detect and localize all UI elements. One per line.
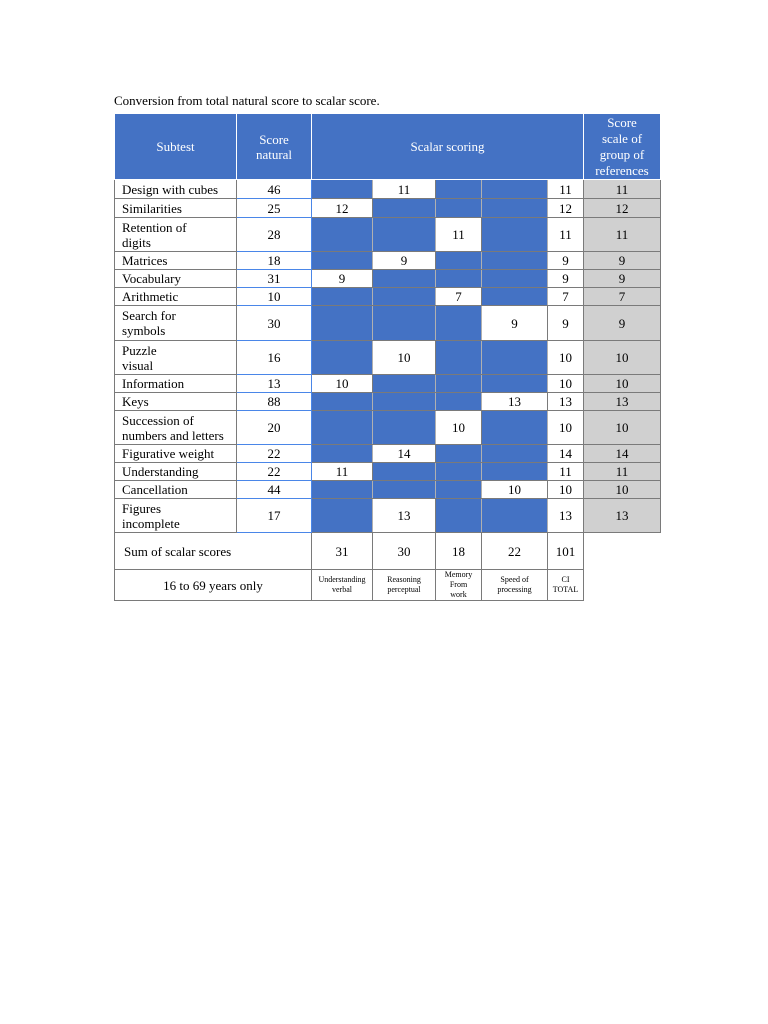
scalar-score-perceptual: 10 <box>373 341 436 375</box>
scalar-score-total: 11 <box>548 180 584 199</box>
empty-cell-speed <box>482 199 548 218</box>
scalar-score-memory: 11 <box>436 218 482 252</box>
table-row <box>115 393 661 411</box>
empty-cell-verbal <box>312 252 373 270</box>
scalar-score-total: 14 <box>548 445 584 463</box>
table-row <box>115 218 661 252</box>
subtest-name: Figures incomplete <box>115 499 237 533</box>
scalar-score-memory: 7 <box>436 288 482 306</box>
header-score-natural: Score natural <box>237 114 312 180</box>
natural-score: 31 <box>237 270 312 288</box>
index-label-row <box>115 570 661 601</box>
empty-cell-speed <box>482 375 548 393</box>
scalar-score-speed: 9 <box>482 306 548 341</box>
empty-cell-speed <box>482 341 548 375</box>
empty-cell-verbal <box>312 180 373 199</box>
subtest-name: Understanding <box>115 463 237 481</box>
natural-score: 18 <box>237 252 312 270</box>
subtest-name: Matrices <box>115 252 237 270</box>
scalar-score-speed: 10 <box>482 481 548 499</box>
scalar-score-perceptual: 14 <box>373 445 436 463</box>
reference-score: 10 <box>584 481 661 499</box>
empty-cell-speed <box>482 180 548 199</box>
empty-cell-perceptual <box>373 463 436 481</box>
empty-cell-memory <box>436 252 482 270</box>
table-row <box>115 288 661 306</box>
empty-cell-verbal <box>312 218 373 252</box>
empty-cell-speed <box>482 445 548 463</box>
sum-label: Sum of scalar scores <box>115 533 312 570</box>
scalar-score-total: 10 <box>548 411 584 445</box>
age-range-label: 16 to 69 years only <box>115 570 312 601</box>
natural-score: 46 <box>237 180 312 199</box>
table-caption: Conversion from total natural score to scalar score. <box>114 93 380 108</box>
index-label-speed: Speed of processing <box>482 570 548 601</box>
empty-cell-memory <box>436 180 482 199</box>
empty-cell-speed <box>482 252 548 270</box>
subtest-name: Vocabulary <box>115 270 237 288</box>
natural-score: 30 <box>237 306 312 341</box>
subtest-name: Keys <box>115 393 237 411</box>
natural-score: 88 <box>237 393 312 411</box>
table-row <box>115 411 661 445</box>
subtest-name: Information <box>115 375 237 393</box>
table-row <box>115 445 661 463</box>
reference-score: 11 <box>584 218 661 252</box>
table-row <box>115 306 661 341</box>
empty-cell-perceptual <box>373 288 436 306</box>
scalar-score-total: 11 <box>548 218 584 252</box>
empty-cell-verbal <box>312 288 373 306</box>
subtest-name: Arithmetic <box>115 288 237 306</box>
natural-score: 16 <box>237 341 312 375</box>
sum-processing-speed: 22 <box>482 533 548 570</box>
scalar-score-total: 11 <box>548 463 584 481</box>
table-row <box>115 499 661 533</box>
natural-score: 28 <box>237 218 312 252</box>
table-row <box>115 375 661 393</box>
index-label-verbal: Understanding verbal <box>312 570 373 601</box>
empty-cell-memory <box>436 306 482 341</box>
scalar-score-perceptual: 13 <box>373 499 436 533</box>
empty-cell-verbal <box>312 306 373 341</box>
empty-cell-speed <box>482 463 548 481</box>
table-row <box>115 481 661 499</box>
subtest-name: Puzzle visual <box>115 341 237 375</box>
empty-cell-verbal <box>312 445 373 463</box>
scalar-score-verbal: 9 <box>312 270 373 288</box>
empty-cell-speed <box>482 499 548 533</box>
empty-cell-perceptual <box>373 199 436 218</box>
table-row <box>115 270 661 288</box>
table-body <box>115 180 661 533</box>
reference-score: 10 <box>584 375 661 393</box>
reference-score: 14 <box>584 445 661 463</box>
empty-cell-perceptual <box>373 375 436 393</box>
empty-cell-memory <box>436 499 482 533</box>
sum-perceptual-reasoning: 30 <box>373 533 436 570</box>
empty-cell-speed <box>482 288 548 306</box>
empty-cell-perceptual <box>373 270 436 288</box>
empty-cell-verbal <box>312 411 373 445</box>
empty-cell-verbal <box>312 393 373 411</box>
index-label-ci-total: CI TOTAL <box>548 570 584 601</box>
index-label-memory: Memory From work <box>436 570 482 601</box>
empty-cell-memory <box>436 445 482 463</box>
sum-verbal-comprehension: 31 <box>312 533 373 570</box>
sum-row <box>115 533 661 570</box>
natural-score: 22 <box>237 445 312 463</box>
scalar-score-total: 9 <box>548 306 584 341</box>
scalar-score-perceptual: 11 <box>373 180 436 199</box>
empty-cell-verbal <box>312 341 373 375</box>
conversion-table <box>114 113 661 601</box>
scalar-score-verbal: 10 <box>312 375 373 393</box>
natural-score: 17 <box>237 499 312 533</box>
subtest-name: Search for symbols <box>115 306 237 341</box>
empty-cell-verbal <box>312 499 373 533</box>
natural-score: 10 <box>237 288 312 306</box>
reference-score: 11 <box>584 180 661 199</box>
header-scalar-scoring: Scalar scoring <box>312 114 584 180</box>
index-label-perceptual: Reasoning perceptual <box>373 570 436 601</box>
header-reference-scale: Score scale of group of references <box>584 114 661 180</box>
scalar-score-verbal: 11 <box>312 463 373 481</box>
empty-cell-perceptual <box>373 481 436 499</box>
empty-cell-perceptual <box>373 306 436 341</box>
table-row <box>115 341 661 375</box>
empty-cell-speed <box>482 270 548 288</box>
natural-score: 20 <box>237 411 312 445</box>
empty-cell-memory <box>436 270 482 288</box>
scalar-score-total: 13 <box>548 499 584 533</box>
scalar-score-perceptual: 9 <box>373 252 436 270</box>
empty-cell-perceptual <box>373 393 436 411</box>
reference-score: 9 <box>584 306 661 341</box>
empty-cell-perceptual <box>373 218 436 252</box>
scalar-score-total: 13 <box>548 393 584 411</box>
reference-score: 12 <box>584 199 661 218</box>
subtest-name: Figurative weight <box>115 445 237 463</box>
empty-cell-verbal <box>312 481 373 499</box>
reference-score: 10 <box>584 341 661 375</box>
empty-cell-memory <box>436 463 482 481</box>
natural-score: 44 <box>237 481 312 499</box>
scalar-score-total: 12 <box>548 199 584 218</box>
reference-score: 13 <box>584 393 661 411</box>
reference-score: 7 <box>584 288 661 306</box>
scalar-score-total: 10 <box>548 481 584 499</box>
subtest-name: Design with cubes <box>115 180 237 199</box>
reference-score: 11 <box>584 463 661 481</box>
subtest-name: Cancellation <box>115 481 237 499</box>
reference-score: 9 <box>584 270 661 288</box>
table-row <box>115 180 661 199</box>
scalar-score-total: 10 <box>548 341 584 375</box>
scalar-score-total: 9 <box>548 252 584 270</box>
empty-cell-memory <box>436 375 482 393</box>
table-row <box>115 252 661 270</box>
scalar-score-verbal: 12 <box>312 199 373 218</box>
scalar-score-total: 10 <box>548 375 584 393</box>
table-row <box>115 199 661 218</box>
natural-score: 22 <box>237 463 312 481</box>
subtest-name: Retention of digits <box>115 218 237 252</box>
empty-cell-memory <box>436 393 482 411</box>
subtest-name: Succession of numbers and letters <box>115 411 237 445</box>
empty-cell-memory <box>436 341 482 375</box>
sum-working-memory: 18 <box>436 533 482 570</box>
natural-score: 13 <box>237 375 312 393</box>
scalar-score-total: 9 <box>548 270 584 288</box>
empty-cell-speed <box>482 411 548 445</box>
empty-cell-memory <box>436 199 482 218</box>
empty-cell-perceptual <box>373 411 436 445</box>
reference-score: 10 <box>584 411 661 445</box>
sum-ci-total: 101 <box>548 533 584 570</box>
scalar-score-memory: 10 <box>436 411 482 445</box>
empty-cell-memory <box>436 481 482 499</box>
table-row <box>115 463 661 481</box>
reference-score: 9 <box>584 252 661 270</box>
scalar-score-speed: 13 <box>482 393 548 411</box>
subtest-name: Similarities <box>115 199 237 218</box>
reference-score: 13 <box>584 499 661 533</box>
scalar-score-total: 7 <box>548 288 584 306</box>
empty-cell-speed <box>482 218 548 252</box>
header-subtest: Subtest <box>115 114 237 180</box>
natural-score: 25 <box>237 199 312 218</box>
